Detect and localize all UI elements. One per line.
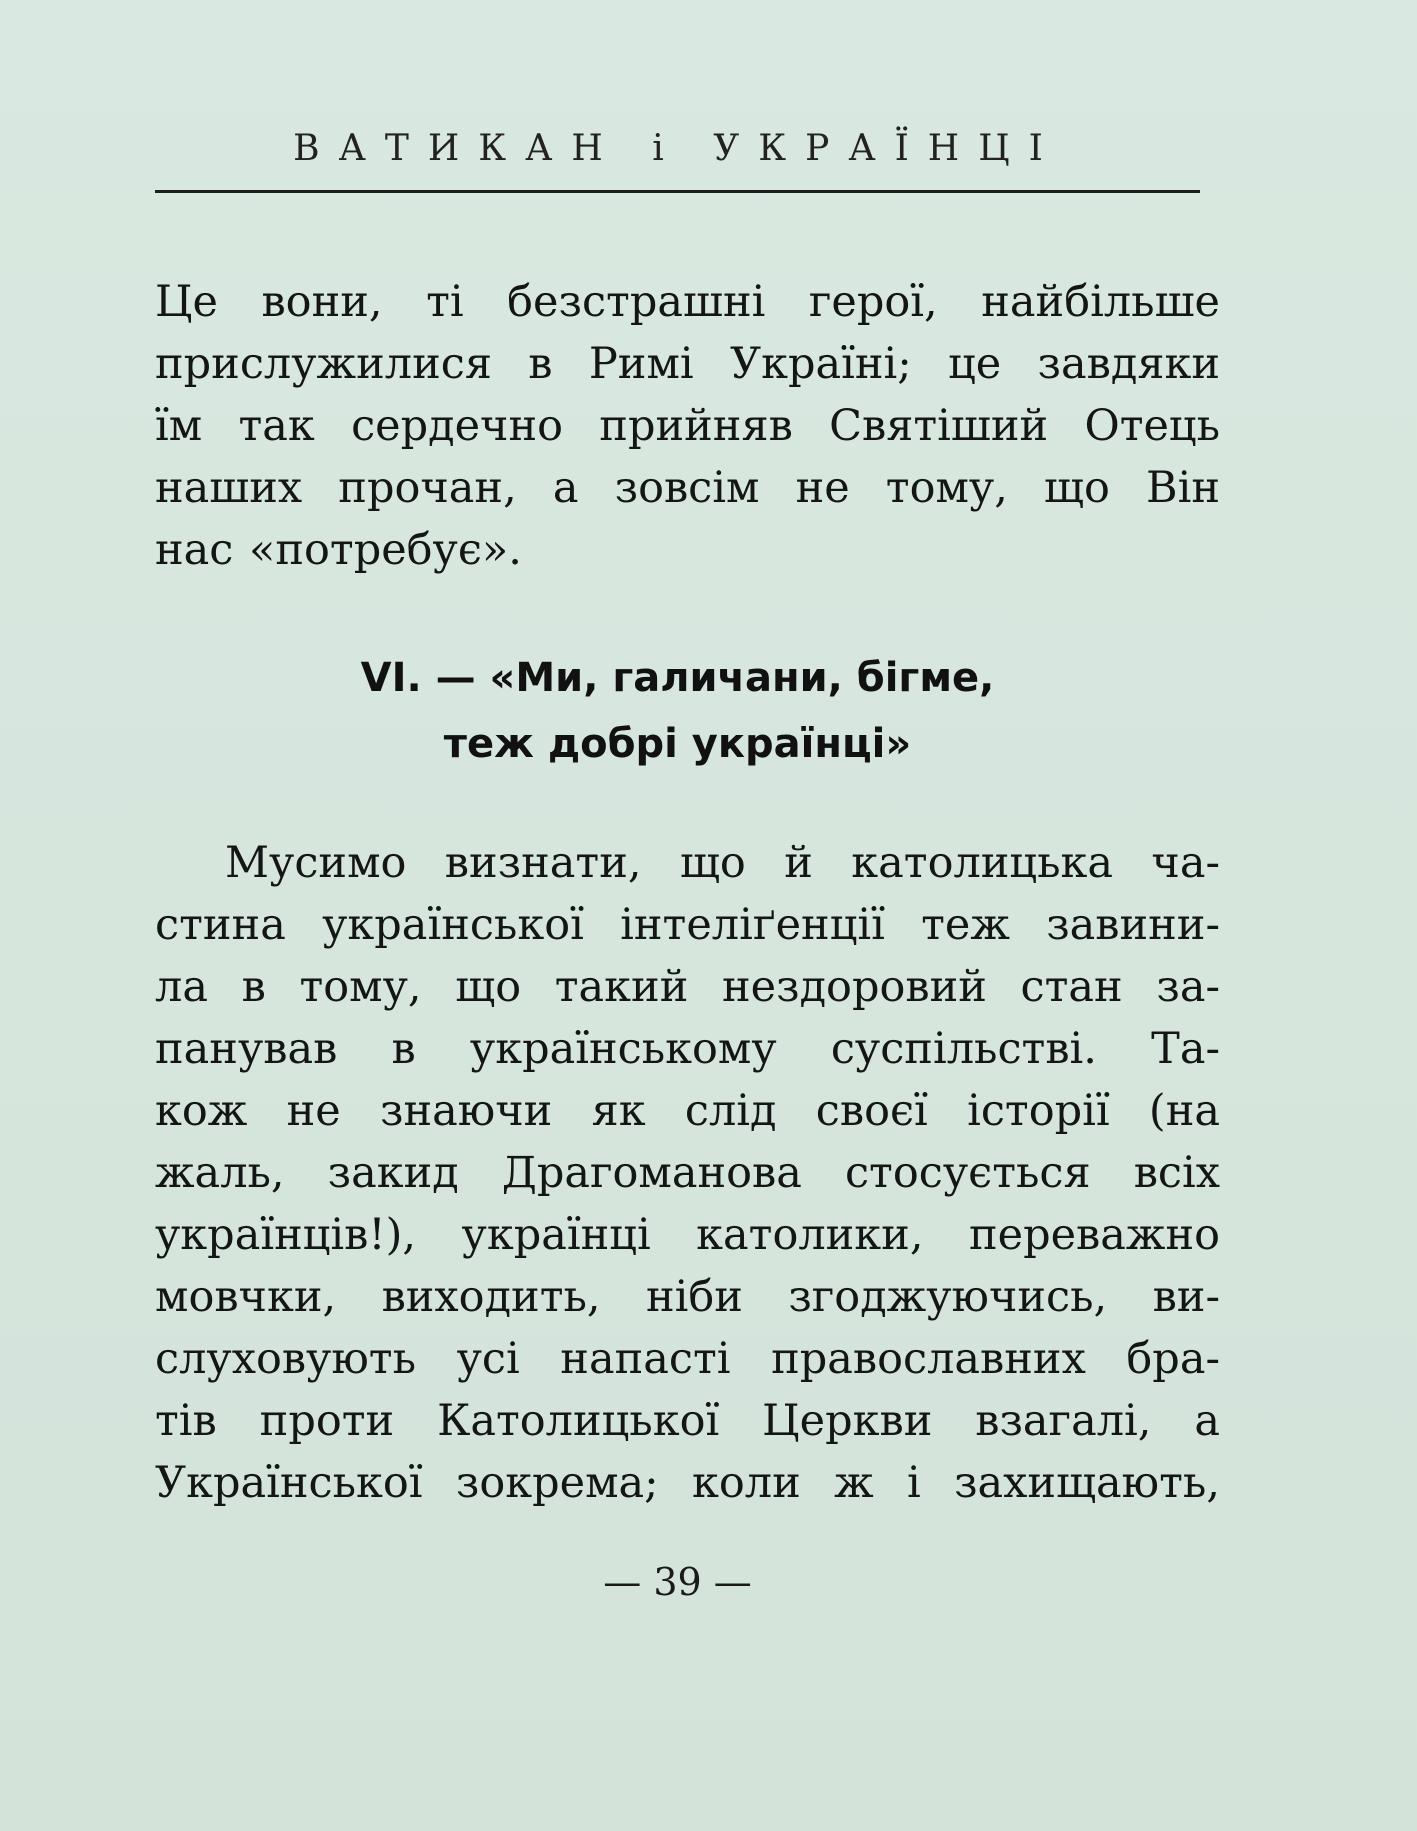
paragraph-1 (155, 271, 1220, 581)
page-number: — 39 — (603, 1560, 752, 1604)
text-line: Це вони, ті безстрашні герої, найбільше (155, 277, 1220, 327)
text-line: українців!), українці католики, переважно (155, 1210, 1220, 1260)
text-line: тів проти Католицької Церкви взагалі, а (155, 1396, 1220, 1446)
text-line: кож не знаючи як слід своєї історії (на (155, 1086, 1220, 1136)
text-line: панував в українському суспільстві. Та- (155, 1024, 1220, 1074)
text-line: слуховують усі напасті православних бра- (155, 1334, 1220, 1384)
text-line: стина української інтеліґенції теж завини- (155, 900, 1220, 950)
text-line: Української зокрема; коли ж і захищають, (155, 1458, 1220, 1508)
text-line: прислужилися в Римі Україні; це завдяки (155, 339, 1220, 389)
header-rule (155, 190, 1200, 193)
text-line: Мусимо визнати, що й католицька ча- (225, 838, 1220, 888)
text-line: ла в тому, що такий нездоровий стан за- (155, 962, 1220, 1012)
section-heading-line-2: теж добрі українці» (443, 721, 912, 767)
paragraph-2 (155, 832, 1220, 1514)
section-heading-line-1: VI. — «Ми, галичани, бігме, (360, 655, 995, 701)
text-line: наших прочан, а зовсім не тому, що Він (155, 463, 1220, 513)
text-line: мовчки, виходить, ніби згоджуючись, ви- (155, 1272, 1220, 1322)
text-line: жаль, закид Драгоманова стосується всіх (155, 1148, 1220, 1198)
text-line: їм так сердечно прийняв Святіший Отець (155, 401, 1220, 451)
section-heading (155, 645, 1200, 777)
text-line: нас «потребує». (155, 525, 522, 575)
running-head: ВАТИКАН і УКРАЇНЦІ (293, 128, 1062, 169)
